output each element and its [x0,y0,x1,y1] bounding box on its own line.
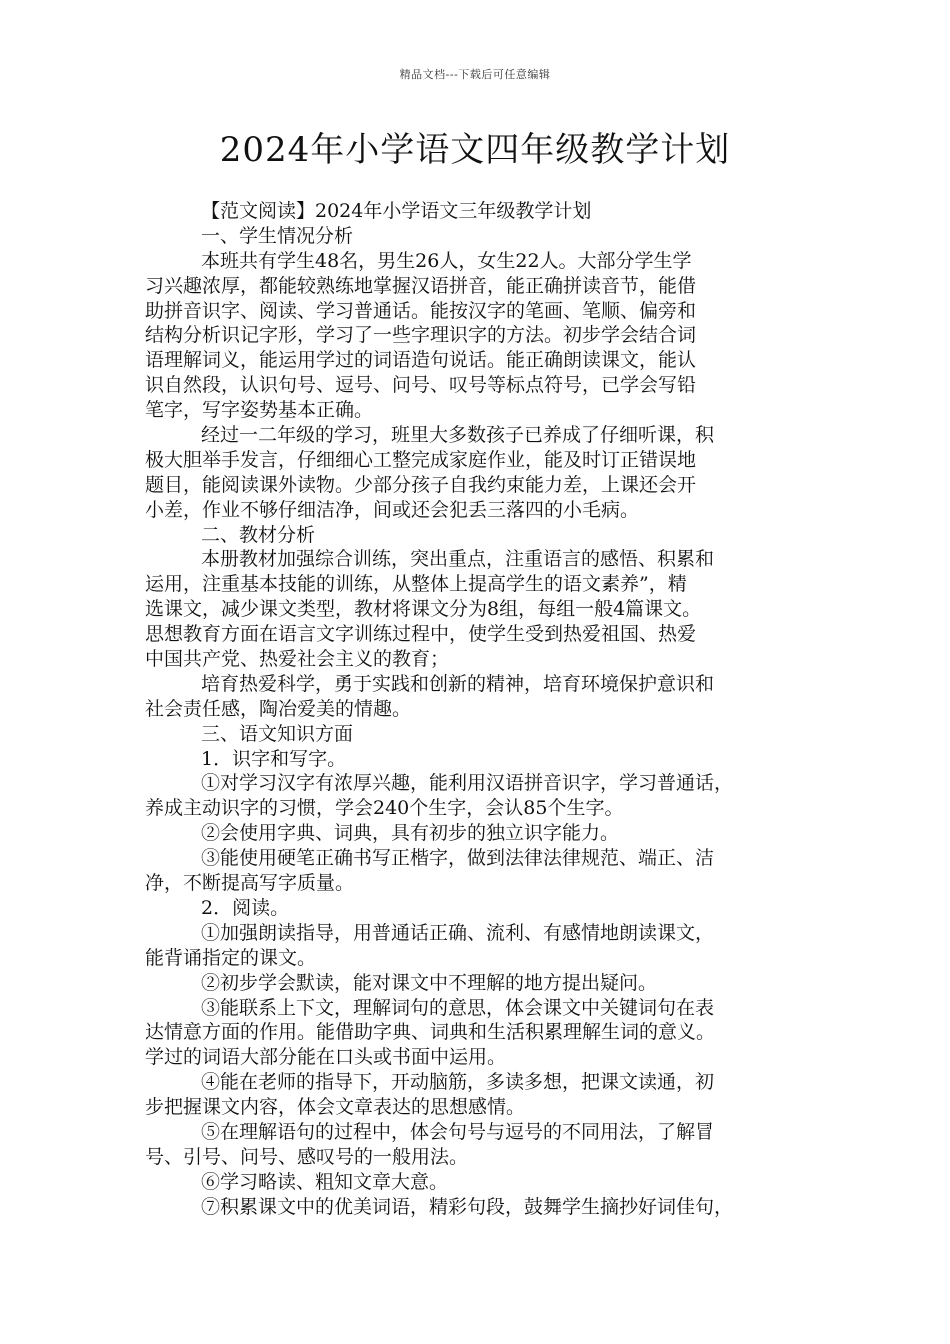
text-line: 养成主动识字的习惯，学会240个生字，会认85个生字。 [145,797,624,820]
text-line: ②会使用字典、词典，具有初步的独立识字能力。 [201,822,620,845]
text-line: 达情意方面的作用。能借助字典、词典和生活积累理解生词的意义。 [145,1021,716,1044]
text-line: 本册教材加强综合训练，突出重点，注重语言的感悟、积累和 [201,548,715,571]
text-line: ②初步学会默读，能对课文中不理解的地方提出疑问。 [201,971,658,994]
text-line: 步把握课文内容，体会文章表达的思想感情。 [145,1096,526,1119]
text-line: 语理解词义，能运用学过的词语造句说话。能正确朗读课文，能认 [145,349,697,372]
text-line: 中国共产党、热爱社会主义的教育； [145,648,450,671]
text-line: 净，不断提高写字质量。 [145,872,355,895]
text-line: 识自然段，认识句号、逗号、问号、叹号等标点符号，已学会写铅 [145,374,697,397]
text-line: 笔字，写字姿势基本正确。 [145,399,374,422]
text-line: ①加强朗读指导，用普通话正确、流利、有感情地朗读课文， [201,921,715,944]
text-line: 【范文阅读】2024年小学语文三年级教学计划 [201,200,592,222]
text-line: ④能在老师的指导下，开动脑筋，多读多想，把课文读通，初 [201,1071,715,1094]
text-line: 结构分析识记字形，学习了一些字理识字的方法。初步学会结合词 [145,324,697,347]
text-line: 培育热爱科学，勇于实践和创新的精神，培育环境保护意识和 [201,672,715,695]
text-line: 能背诵指定的课文。 [145,946,317,969]
text-line: ③能联系上下文，理解词句的意思，体会课文中关键词句在表 [201,996,715,1019]
text-line: 习兴趣浓厚，都能较熟练地掌握汉语拼音，能正确拼读音节，能借 [145,274,697,297]
text-line: 三、语文知识方面 [201,722,354,745]
text-line: ③能使用硬笔正确书写正楷字，做到法律法律规范、端正、洁 [201,847,715,870]
text-line: 运用，注重基本技能的训练，从整体上提高学生的语文素养”，精 [145,573,687,596]
text-line: 社会责任感，陶冶爱美的情趣。 [145,697,412,720]
text-line: 2．阅读。 [201,896,290,919]
document-body [145,199,825,1220]
text-line: ⑥学习略读、粗知文章大意。 [201,1170,449,1193]
text-line: 二、教材分析 [201,523,316,546]
text-line: 助拼音识字、阅读、学习普通话。能按汉字的笔画、笔顺、偏旁和 [145,299,697,322]
header-note: 精品文档---下载后可任意编辑 [399,68,551,81]
document-title: 2024年小学语文四年级教学计划 [219,130,731,170]
text-line: 题目，能阅读课外读物。少部分孩子自我约束能力差，上课还会开 [145,473,697,496]
text-line: 一、学生情况分析 [201,224,354,247]
text-line: 极大胆举手发言，仔细细心工整完成家庭作业，能及时订正错误地 [145,448,697,471]
text-line: 本班共有学生48名，男生26人，女生22人。大部分学生学 [201,249,692,272]
text-line: 选课文，减少课文类型，教材将课文分为8组，每组一般4篇课文。 [145,598,702,621]
text-line: 经过一二年级的学习，班里大多数孩子已养成了仔细听课，积 [201,424,715,447]
text-line: 1．识字和写字。 [201,747,347,770]
text-line: ⑤在理解语句的过程中，体会句号与逗号的不同用法，了解冒 [201,1120,715,1143]
text-line: 号、引号、问号、感叹号的一般用法。 [145,1145,469,1168]
text-line: 思想教育方面在语言文字训练过程中，使学生受到热爱祖国、热爱 [145,623,697,646]
text-line: ①对学习汉字有浓厚兴趣，能利用汉语拼音识字，学习普通话， [201,772,734,795]
text-line: 学过的词语大部分能在口头或书面中运用。 [145,1046,507,1069]
text-line: 小差，作业不够仔细洁净，间或还会犯丢三落四的小毛病。 [145,498,640,521]
text-line: ⑦积累课文中的优美词语，精彩句段，鼓舞学生摘抄好词佳句， [201,1195,734,1218]
